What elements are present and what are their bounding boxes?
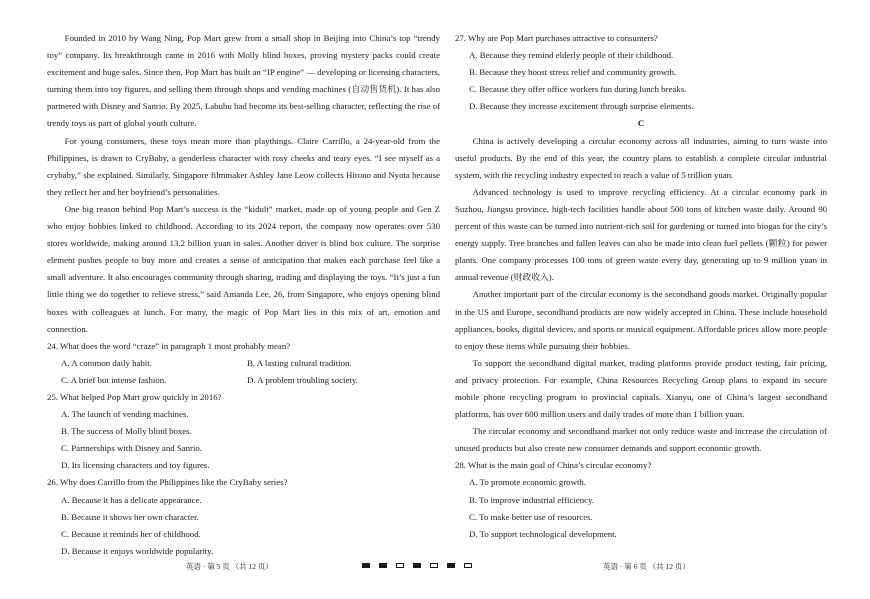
- question-27: 27. Why are Pop Mart purchases attractive to consumers?: [455, 33, 658, 43]
- option-24d: D. A problem troubling society.: [247, 374, 358, 385]
- option-27d: D. Because they increase excitement through surprise elements.: [469, 101, 694, 112]
- option-28b: B. To improve industrial efficiency.: [469, 494, 595, 505]
- option-24c: C. A brief but intense fashion.: [61, 374, 167, 385]
- passage-c-paragraph-1: China is actively developing a circular economy across all industries, aiming to turn waste into useful products. By the end of this year, the country plans to establish a complete circular industrial system, with the recycling industry expected to reach a value of 5 trillion yuan.: [455, 135, 827, 180]
- option-26c: C. Because it reminds her of childhood.: [61, 528, 201, 539]
- footer-page-right: 英语 · 第 6 页 （共 12 页）: [603, 562, 690, 571]
- option-27a: A. Because they remind elderly people of their childhood.: [469, 50, 674, 61]
- passage-b-paragraph-3: One big reason behind Pop Mart’s success is the “kidult” market, made up of young people and Gen Z who enjoy hobbies linked to childhood. According to its 2024 report, the company now operates over 530 stores worldwide, making around 13.2 billion yuan in sales. Another driver is blind box culture. The surprise element pushes people to buy more and creates a sense of anticipation that makes each purchase feel like a small adventure. It also encourages community through sharing, trading and displaying the toys. “It’s just a fun little thing we do together to relieve stress,” said Amanda Lee, 26, from Singapore, who enjoys opening blind boxes with colleagues at lunch. For many, the magic of Pop Mart lies in this mix of art, emotion and connection.: [47, 203, 440, 334]
- option-26b: B. Because it shows her own character.: [61, 511, 199, 522]
- filled-mark-icon: [413, 563, 421, 568]
- right-column: [455, 30, 827, 543]
- filled-mark-icon: [379, 563, 387, 568]
- hollow-mark-icon: [396, 563, 404, 568]
- section-c-heading: C: [637, 118, 645, 129]
- option-25c: C. Partnerships with Disney and Sanrio.: [61, 443, 202, 454]
- option-27b: B. Because they boost stress relief and community growth.: [469, 67, 677, 78]
- question-28: 28. What is the main goal of China’s circular economy?: [455, 460, 652, 471]
- question-24-options-row-2: [47, 372, 440, 389]
- option-26a: A. Because it has a delicate appearance.: [61, 494, 202, 505]
- question-24: 24. What does the word “craze” in paragraph 1 most probably mean?: [47, 340, 291, 351]
- hollow-mark-icon: [464, 563, 472, 568]
- option-26d: D. Because it enjoys worldwide popularity.: [61, 545, 214, 556]
- passage-b-paragraph-2: For young consumers, these toys mean more than playthings. Claire Carrillo, a 24-year-old from the Philippines, is drawn to CryBaby, a genderless character with rosy cheeks and teary eyes. “I see myself as a crybaby,” she explained. Similarly, Singapore filmmaker Ashley Jane Leow collects Hirono and Nyota because they reflect her and her boyfriend’s personalities.: [47, 135, 440, 197]
- option-28d: D. To support technological development.: [469, 528, 617, 539]
- filled-mark-icon: [447, 563, 455, 568]
- option-24b: B. A lasting cultural tradition.: [247, 357, 352, 368]
- passage-c-paragraph-5: The circular economy and secondhand market not only reduce waste and increase the circulation of unused products but also create new consumer demands and support economic growth.: [455, 426, 827, 454]
- print-registration-marks: [362, 563, 472, 568]
- left-column: [47, 30, 440, 560]
- hollow-mark-icon: [430, 563, 438, 568]
- option-27c: C. Because they offer office workers fun during lunch breaks.: [469, 84, 687, 95]
- question-24-options-row-1: [47, 355, 440, 372]
- question-25: 25. What helped Pop Mart grow quickly in 2016?: [47, 391, 222, 402]
- option-25d: D. Its licensing characters and toy figures.: [61, 460, 210, 471]
- filled-mark-icon: [362, 563, 370, 568]
- option-24a: A. A common daily habit.: [61, 357, 152, 368]
- passage-c-paragraph-3: Another important part of the circular economy is the secondhand goods market. Originally popular in the US and Europe, secondhand products are now widely accepted in China. These include household appliances, books, digital devices, and sports or musical equipment. Affordable prices allow more people to enjoy these items while pursuing their hobbies.: [455, 289, 827, 351]
- option-25b: B. The success of Molly blind boxes.: [61, 426, 192, 437]
- passage-c-paragraph-2: Advanced technology is used to improve recycling efficiency. At a circular economy park in Suzhou, Jiangsu province, high-tech facilities handle about 500 tons of kitchen waste daily. Around 90 percent of this waste can be turned into nutrient-rich soil for gardening or turned into biogas for the city’s energy supply. Tree branches and fallen leaves can also be made into clean fuel pellets (颗粒) for power plants. One company processes 100 tons of green waste every day, generating up to 9 million yuan in annual revenue (财政收入).: [455, 186, 827, 283]
- question-26: 26. Why does Carrillo from the Philippines like the CryBaby series?: [47, 477, 288, 488]
- option-28c: C. To make better use of resources.: [469, 511, 593, 522]
- passage-c-paragraph-4: To support the secondhand digital market, trading platforms provide product testing, fair pricing, and privacy protection. For example, China Resources Recycling Group plans to expand its secure mobile phone recycling program to provincial capitals. Xianyu, one of China’s largest secondhand platforms, has over 600 million users and daily trades of more than 1 billion yuan.: [455, 357, 827, 420]
- option-25a: A. The launch of vending machines.: [61, 409, 189, 420]
- footer-page-left: 英语 · 第 5 页 （共 12 页）: [186, 562, 273, 571]
- option-28a: A. To promote economic growth.: [469, 477, 586, 488]
- passage-b-paragraph-1: Founded in 2010 by Wang Ning, Pop Mart grew from a small shop in Beijing into China’s top “trendy toy” company. Its breakthrough came in 2016 with Molly blind boxes, proving mystery packs could create excitement and huge sales. Since then, Pop Mart has built an “IP engine” — developing or licensing characters, turning them into toy figures, and selling them through shops and vending machines (自动售货机). It has also partnered with Disney and Sanrio. By 2025, Labubu had become its best-selling character, reflecting the rise of trendy toys as part of global youth culture.: [47, 33, 440, 129]
